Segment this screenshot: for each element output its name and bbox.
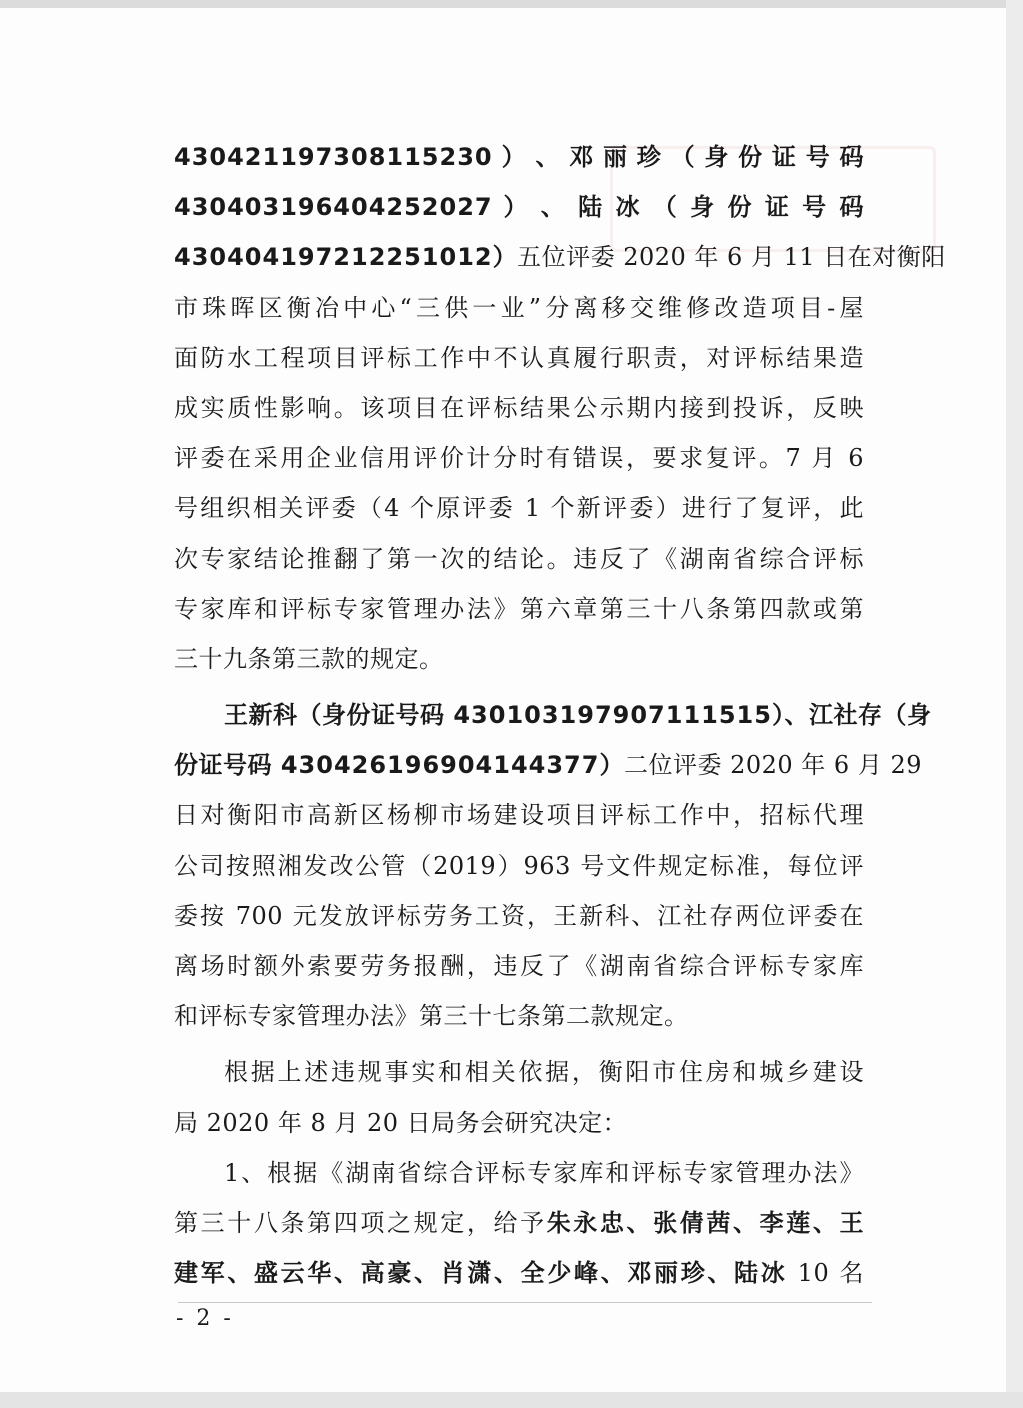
text-line-l04 — [174, 283, 864, 333]
text-line-l06 — [174, 383, 864, 433]
text-run: 次专家结论推翻了第一次的结论。违反了《湖南省综合评标 — [174, 544, 864, 573]
id-number: 430403196404252027 — [174, 193, 493, 222]
text-run: 公司按照湘发改公管（2019）963 号文件规定标准，每位评 — [174, 851, 864, 880]
scan-edge-right — [1006, 0, 1023, 1408]
page-number: - 2 - — [176, 1306, 234, 1331]
text-run: 和评标专家管理办法》第三十七条第二款规定。 — [174, 1002, 689, 1031]
bold-text: 份证号码 — [174, 750, 281, 780]
text-run: 专家库和评标专家管理办法》第六章第三十八条第四款或第 — [174, 594, 864, 623]
id-number: 430421197308115230 — [174, 143, 493, 171]
text-line-l15 — [174, 841, 864, 891]
text-run: 面防水工程项目评标工作中不认真履行职责，对评标结果造 — [174, 343, 864, 372]
text-run: 市珠晖区衡冶中心“三供一业”分离移交维修改造项目-屋 — [174, 293, 864, 322]
text-line-l02 — [174, 182, 864, 232]
id-number: 430426196904144377 — [280, 751, 600, 780]
text-line-l14 — [174, 790, 864, 840]
text-line-l20 — [174, 1098, 864, 1148]
scan-edge-top — [0, 0, 1023, 8]
text-line-l09 — [174, 534, 864, 584]
bold-text: ）、江社存（身 — [771, 700, 932, 730]
text-line-l17 — [174, 941, 864, 991]
text-run: 局 2020 年 8 月 20 日局务会研究决定： — [174, 1108, 628, 1137]
footer-rule — [178, 1302, 872, 1303]
text-line-l19 — [174, 1047, 864, 1097]
bold-text: ） — [599, 750, 624, 780]
text-line-l03 — [174, 232, 946, 282]
text-line-l11 — [174, 634, 864, 684]
bold-text: ） 、 邓 丽 珍 （ 身 份 证 号 码 — [492, 142, 864, 171]
text-run: 评委在采用企业信用评价计分时有错误，要求复评。7 月 6 — [174, 444, 864, 473]
text-line-l16 — [174, 891, 864, 941]
document-body — [174, 132, 946, 1298]
text-line-l08 — [174, 483, 864, 533]
text-run: 三十九条第三款的规定。 — [174, 644, 444, 673]
text-line-l01 — [174, 132, 864, 182]
bold-text: 建军、盛云华、高豪、肖潇、全少峰、邓丽珍、陆冰 — [174, 1258, 788, 1288]
scan-edge-bottom — [0, 1392, 1023, 1408]
bold-text: 朱永忠、张倩茜、李莲、王 — [546, 1207, 865, 1237]
text-line-l07 — [174, 433, 864, 483]
text-line-l18 — [174, 991, 864, 1041]
text-run: 委按 700 元发放评标劳务工资，王新科、江社存两位评委在 — [174, 901, 864, 930]
text-line-l22 — [174, 1198, 864, 1248]
text-run: 1、根据《湖南省综合评标专家库和评标专家管理办法》 — [224, 1158, 864, 1187]
text-line-l10 — [174, 584, 864, 634]
text-line-l23 — [174, 1248, 864, 1298]
text-line-l21 — [174, 1148, 864, 1198]
bold-text: ） 、 陆 冰 （ 身 份 证 号 码 — [492, 192, 864, 222]
id-number: 430103197907111515 — [453, 701, 772, 730]
text-run: 离场时额外索要劳务报酬，违反了《湖南省综合评标专家库 — [174, 952, 864, 980]
bold-text: 王新科（身份证号码 — [224, 700, 454, 730]
text-run: 成实质性影响。该项目在评标结果公示期内接到投诉，反映 — [174, 393, 864, 422]
text-run: 五位评委 2020 年 6 月 11 日在对衡阳 — [517, 243, 946, 272]
bold-text: ） — [492, 242, 518, 272]
text-line-l05 — [174, 333, 864, 383]
text-run: 二位评委 2020 年 6 月 29 — [623, 751, 922, 780]
text-run: 10 名 — [787, 1259, 865, 1288]
text-run: 号组织相关评委（4 个原评委 1 个新评委）进行了复评，此 — [174, 494, 864, 523]
text-line-l12 — [174, 690, 932, 740]
text-run: 根据上述违规事实和相关依据，衡阳市住房和城乡建设 — [224, 1058, 864, 1087]
text-run: 日对衡阳市高新区杨柳市场建设项目评标工作中，招标代理 — [174, 801, 864, 830]
text-line-l13 — [174, 740, 922, 790]
id-number: 430404197212251012 — [174, 243, 493, 272]
text-run: 第三十八条第四项之规定，给予 — [174, 1208, 547, 1237]
